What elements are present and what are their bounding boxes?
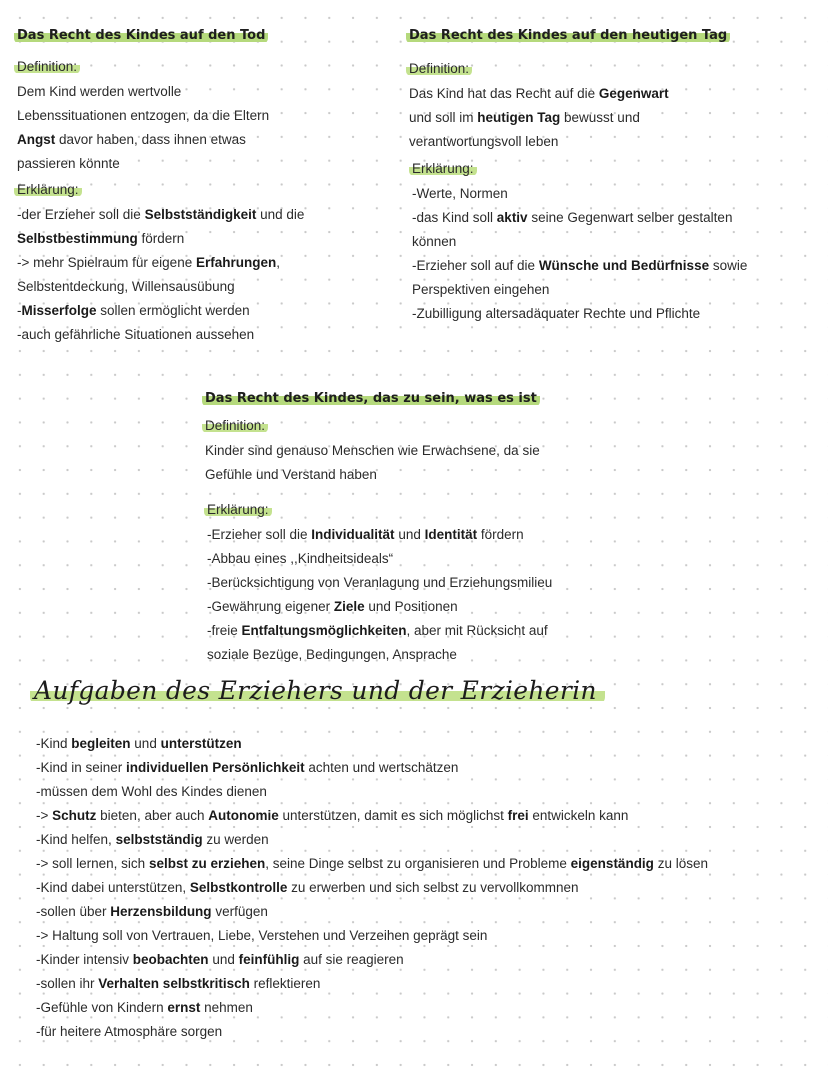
text: reflektieren: [249, 976, 321, 991]
text: -Werte, Normen: [412, 186, 508, 201]
definition-label: Definition:: [406, 61, 472, 76]
text: Lebenssituationen entzogen, da die Eltern: [17, 108, 270, 123]
text: -Kind: [36, 736, 72, 751]
text: -auch gefährliche Situationen aussehen: [17, 327, 255, 342]
section-title: Das Recht des Kindes auf den Tod: [14, 27, 268, 44]
text-line: [17, 299, 304, 323]
text: und soll im: [409, 110, 478, 125]
text-line: [17, 104, 304, 128]
text-line: [207, 547, 552, 571]
text-line: [207, 643, 552, 667]
erklaerung-text: [412, 182, 747, 326]
text-line: [36, 756, 708, 780]
text: zu lösen: [653, 856, 708, 871]
bold-text: selbstständig: [115, 832, 203, 847]
text-line: [17, 128, 304, 152]
text-line: [36, 828, 708, 852]
text-line: [36, 924, 708, 948]
text-line: [412, 278, 747, 302]
text-line: [36, 732, 708, 756]
text: verantwortungsvoll leben: [409, 134, 559, 149]
text-line: [36, 876, 708, 900]
text: sollen ermöglicht werden: [96, 303, 250, 318]
text: -Berücksichtigung von Veranlagung und Erziehungsmilieu: [207, 575, 553, 590]
bold-text: unterstützen: [160, 736, 242, 751]
definition-text: [409, 82, 747, 154]
text-line: [36, 996, 708, 1020]
text: , seine Dinge selbst zu organisieren und Probleme: [265, 856, 571, 871]
bold-text: beobachten: [132, 952, 209, 967]
section-recht-zu-sein: [205, 389, 552, 667]
bold-text: feinfühlig: [238, 952, 300, 967]
text: -Zubilligung altersadäquater Rechte und Pflichte: [412, 306, 701, 321]
text: passieren könnte: [17, 156, 120, 171]
bold-text: Verhalten selbstkritisch: [98, 976, 250, 991]
definition-label: Definition:: [202, 418, 268, 433]
text-line: [17, 203, 304, 227]
bold-text: ernst: [167, 1000, 201, 1015]
bold-text: Individualität: [311, 527, 395, 542]
text: Dem Kind werden wertvolle: [17, 84, 182, 99]
text-line: [36, 900, 708, 924]
bold-text: Entfaltungsmöglichkeiten: [241, 623, 407, 638]
text-line: [17, 227, 304, 251]
text: auf sie reagieren: [299, 952, 404, 967]
text: und Positionen: [364, 599, 458, 614]
text-line: [412, 230, 747, 254]
bold-text: frei: [507, 808, 529, 823]
section-title: Das Recht des Kindes auf den heutigen Tag: [406, 27, 730, 44]
bold-text: Autonomie: [208, 808, 279, 823]
text-line: [207, 619, 552, 643]
text-line: [17, 80, 304, 104]
text: entwickeln kann: [528, 808, 629, 823]
text-line: [409, 106, 747, 130]
bold-text: Angst: [17, 132, 56, 147]
text-line: [409, 130, 747, 154]
text: -: [17, 303, 22, 318]
text-line: [17, 275, 304, 299]
bold-text: Schutz: [52, 808, 97, 823]
bold-text: Selbstständigkeit: [144, 207, 257, 222]
text: nehmen: [200, 1000, 253, 1015]
text: fördern: [477, 527, 524, 542]
bold-text: Identität: [424, 527, 478, 542]
bold-text: heutigen Tag: [477, 110, 561, 125]
text: -Kinder intensiv: [36, 952, 133, 967]
erklaerung-label: Erklärung:: [409, 161, 477, 176]
text: ->: [36, 808, 53, 823]
text: und: [208, 952, 239, 967]
text: -das Kind soll: [412, 210, 497, 225]
text-line: [412, 182, 747, 206]
bold-text: Gegenwart: [598, 86, 669, 101]
bold-text: begleiten: [71, 736, 131, 751]
aufgaben-heading: Aufgaben des Erziehers und der Erzieherin: [30, 676, 605, 705]
definition-text: [205, 439, 552, 487]
text: sowie: [709, 258, 748, 273]
text: -> soll lernen, sich: [36, 856, 149, 871]
text-line: [207, 595, 552, 619]
text-line: [205, 463, 552, 487]
section-recht-auf-tod: [17, 26, 304, 347]
text: unterstützen, damit es sich möglichst: [278, 808, 508, 823]
erklaerung-label: Erklärung:: [204, 502, 272, 517]
text-line: [17, 323, 304, 347]
section-recht-auf-heutigen-tag: [409, 26, 747, 326]
text: , aber mit Rücksicht auf: [406, 623, 548, 638]
bold-text: Selbstkontrolle: [189, 880, 288, 895]
bold-text: Erfahrungen: [195, 255, 277, 270]
text: zu erwerben und sich selbst zu vervollkommnen: [287, 880, 579, 895]
text-line: [17, 152, 304, 176]
text-line: [36, 804, 708, 828]
bold-text: Wünsche und Bedürfnisse: [538, 258, 710, 273]
text: -der Erzieher soll die: [17, 207, 145, 222]
bold-text: eigenständig: [570, 856, 654, 871]
bold-text: Ziele: [333, 599, 365, 614]
text: und die: [256, 207, 305, 222]
definition-text: [17, 80, 304, 176]
text-line: [36, 948, 708, 972]
text: -Kind in seiner: [36, 760, 127, 775]
text: -müssen dem Wohl des Kindes dienen: [36, 784, 267, 799]
text-line: [207, 523, 552, 547]
bold-text: individuellen Persönlichkeit: [126, 760, 305, 775]
text-line: [17, 251, 304, 275]
text: Gefühle und Verstand haben: [205, 467, 377, 482]
text: -Erzieher soll auf die: [412, 258, 539, 273]
section-title: Das Recht des Kindes, das zu sein, was es ist: [202, 390, 540, 407]
text: verfügen: [211, 904, 268, 919]
text: achten und wertschätzen: [304, 760, 459, 775]
text: Selbstentdeckung, Willensausübung: [17, 279, 235, 294]
text-line: [412, 254, 747, 278]
bold-text: Selbstbestimmung: [17, 231, 138, 246]
text: Perspektiven eingehen: [412, 282, 550, 297]
text: -> mehr Spielraum für eigene: [17, 255, 196, 270]
text: -Gefühle von Kindern: [36, 1000, 168, 1015]
bold-text: selbst zu erziehen: [148, 856, 266, 871]
text: davor haben, dass ihnen etwas: [55, 132, 246, 147]
text: zu werden: [202, 832, 269, 847]
text: seine Gegenwart selber gestalten: [527, 210, 733, 225]
erklaerung-text: [17, 203, 304, 347]
text-line: [36, 780, 708, 804]
text: können: [412, 234, 457, 249]
text-line: [205, 439, 552, 463]
text: bieten, aber auch: [96, 808, 209, 823]
text: -Erzieher soll die: [207, 527, 312, 542]
text: und: [394, 527, 425, 542]
text: fördern: [137, 231, 185, 246]
text: Das Kind hat das Recht auf die: [409, 86, 599, 101]
bold-text: Misserfolge: [21, 303, 97, 318]
text: ,: [276, 255, 280, 270]
bold-text: Herzensbildung: [110, 904, 212, 919]
erklaerung-label: Erklärung:: [14, 182, 82, 197]
text-line: [412, 206, 747, 230]
text: -sollen ihr: [36, 976, 99, 991]
text: und: [130, 736, 161, 751]
text: -sollen über: [36, 904, 111, 919]
aufgaben-list: [36, 732, 708, 1044]
text: -Kind helfen,: [36, 832, 116, 847]
text-line: [412, 302, 747, 326]
text: -freie: [207, 623, 242, 638]
text-line: [36, 852, 708, 876]
text: -> Haltung soll von Vertrauen, Liebe, Verstehen und Verzeihen geprägt sein: [36, 928, 488, 943]
text: soziale Bezüge, Bedingungen, Ansprache: [207, 647, 457, 662]
text: -für heitere Atmosphäre sorgen: [36, 1024, 223, 1039]
text-line: [36, 1020, 708, 1044]
text: bewusst und: [560, 110, 640, 125]
text: -Abbau eines ,,Kindheitsideals“: [207, 551, 394, 566]
text: -Gewährung eigener: [207, 599, 334, 614]
text-line: [36, 972, 708, 996]
bold-text: aktiv: [496, 210, 528, 225]
erklaerung-text: [207, 523, 552, 667]
text: -Kind dabei unterstützen,: [36, 880, 190, 895]
text-line: [207, 571, 552, 595]
text: Kinder sind genauso Menschen wie Erwachsene, da sie: [205, 443, 540, 458]
text-line: [409, 82, 747, 106]
definition-label: Definition:: [14, 59, 80, 74]
